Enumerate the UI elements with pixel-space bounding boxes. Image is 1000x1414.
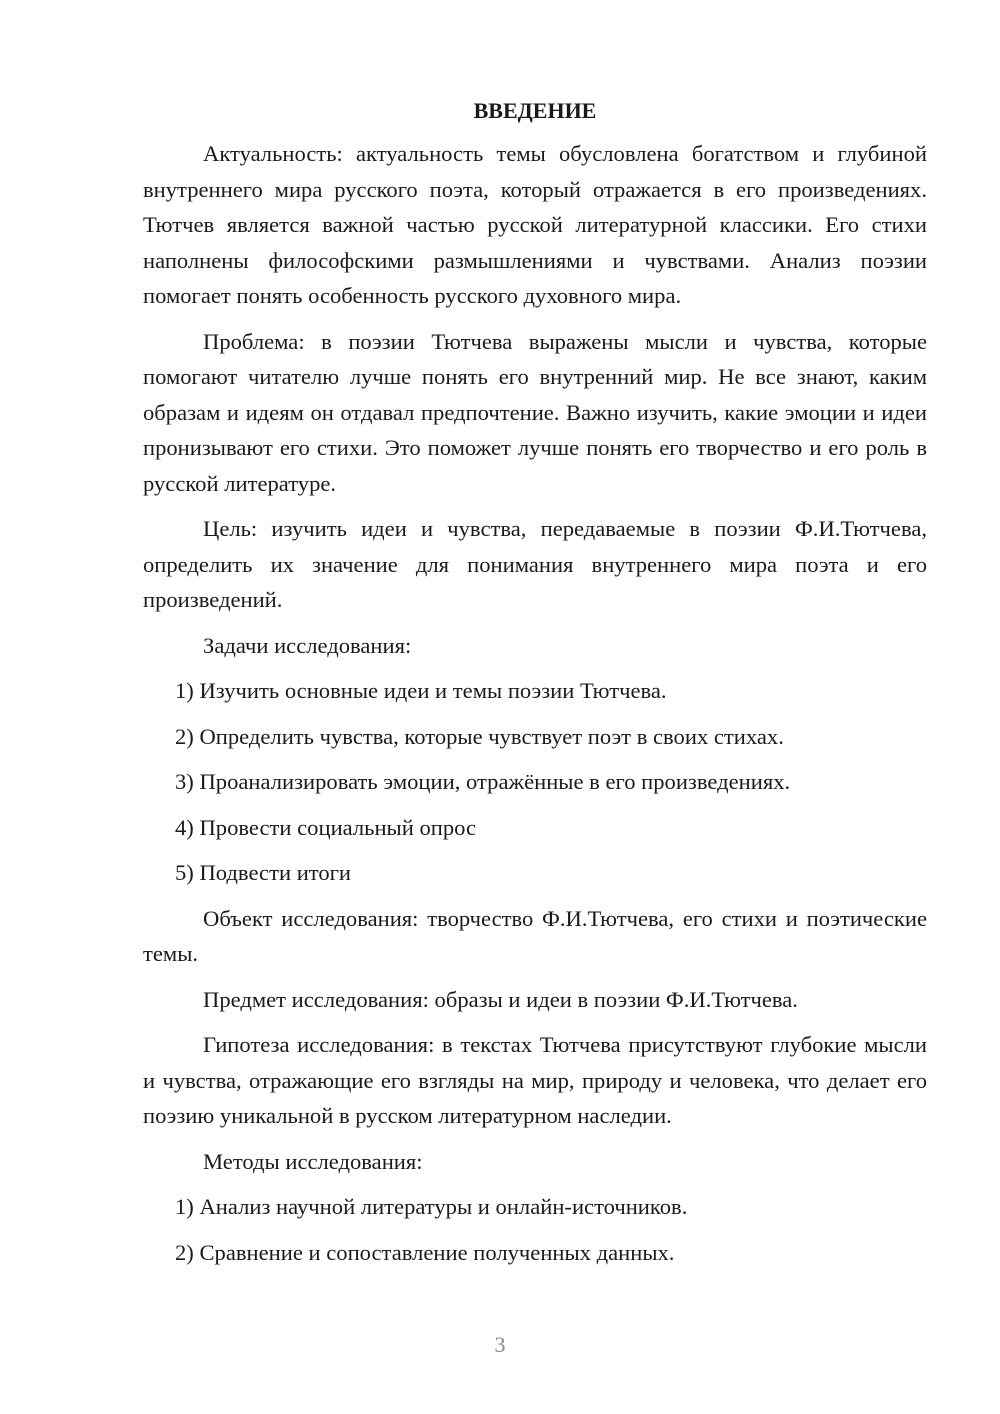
subject-paragraph: Предмет исследования: образы и идеи в поэзии Ф.И.Тютчева. — [203, 986, 798, 1012]
task-item-2: 2) Определить чувства, которые чувствует поэт в своих стихах. — [175, 723, 784, 749]
document-page — [143, 96, 927, 1280]
method-item-1: 1) Анализ научной литературы и онлайн-источников. — [175, 1194, 688, 1219]
task-item-3: 3) Проанализировать эмоции, отражённые в его произведениях. — [175, 769, 791, 794]
problem-paragraph: Проблема: в поэзии Тютчева выражены мысли и чувства, которые помогают читателю лучше понять его внутренний мир. Не все знают, каким образам и идеям он отдавал предпочтение. Важно изучить, какие эмоции и идеи пронизывают его стихи. Это поможет лучше понять его творчество и его роль в русской литературе. — [143, 328, 927, 496]
task-item-1: 1) Изучить основные идеи и темы поэзии Тютчева. — [175, 678, 667, 703]
task-item-5: 5) Подвести итоги — [175, 860, 352, 885]
hypothesis-paragraph: Гипотеза исследования: в текстах Тютчева присутствуют глубокие мысли и чувства, отражающие его взгляды на мир, природу и человека, что делает его поэзию уникальной в русском литературном наследии. — [143, 1032, 927, 1128]
tasks-label: Задачи исследования: — [203, 632, 412, 658]
page-number: 3 — [494, 1332, 506, 1357]
relevance-paragraph: Актуальность: актуальность темы обусловлена богатством и глубиной внутреннего мира русского поэта, который отражается в его произведениях. Тютчев является важной частью русской литературной классики. Его стихи наполнены философскими размышлениями и чувствами. Анализ поэзии помогает понять особенность русского духовного мира. — [143, 141, 927, 308]
method-item-2: 2) Сравнение и сопоставление полученных данных. — [175, 1239, 675, 1265]
object-paragraph: Объект исследования: творчество Ф.И.Тютчева, его стихи и поэтические темы. — [143, 905, 927, 966]
page-title: ВВЕДЕНИЕ — [473, 98, 597, 123]
goal-paragraph: Цель: изучить идеи и чувства, передаваемые в поэзии Ф.И.Тютчева, определить их значение для понимания внутреннего мира поэта и его произведений. — [143, 516, 927, 612]
methods-label: Методы исследования: — [203, 1148, 423, 1174]
task-item-4: 4) Провести социальный опрос — [175, 814, 477, 840]
